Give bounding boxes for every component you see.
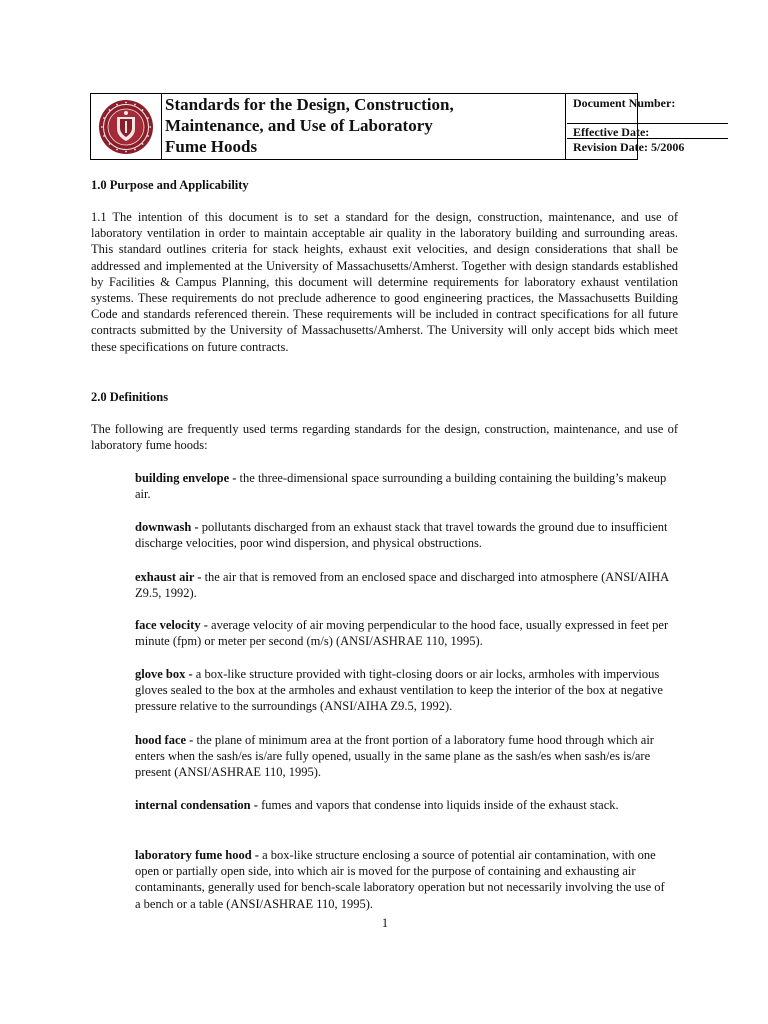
definitions-heading: 2.0 Definitions — [91, 390, 169, 404]
definition-term: internal condensation - — [135, 798, 258, 812]
definition-term: exhaust air - — [135, 570, 202, 584]
definition-text: a box-like structure enclosing a source of potential air contamination, with one open or partially open side, into which air is moved for the purpose of containing and exhausting air contaminants, generally used for bench-scale laboratory operation but not necessarily involving the use of a bench or a table (ANSI/ASHRAE 110, 1995). — [135, 848, 665, 911]
definition-item — [135, 797, 670, 813]
definition-item — [135, 470, 670, 502]
definition-term: laboratory fume hood - — [135, 848, 259, 862]
definition-text: a box-like structure provided with tight-closing doors or air locks, armholes with impervious gloves sealed to the box at the armholes and exhaust ventilation to keep the interior of the box at negative pressure relative to the surroundings (ANSI/AIHA Z9.5, 1992). — [135, 667, 663, 714]
document-title-line-1: Standards for the Design, Construction, — [165, 95, 454, 114]
document-title-line-3: Fume Hoods — [165, 137, 258, 156]
definitions-intro: The following are frequently used terms regarding standards for the design, construction, maintenance, and use of laboratory fume hoods: — [91, 422, 678, 453]
meta-divider — [567, 138, 728, 139]
definition-text: pollutants discharged from an exhaust stack that travel towards the ground due to insufficient discharge velocities, poor wind dispersion, and physical obstructions. — [135, 520, 668, 551]
revision-date-label: Revision Date: 5/2006 — [573, 140, 685, 154]
definition-item — [135, 617, 670, 649]
document-meta-cell — [567, 94, 685, 159]
document-header-table — [90, 93, 685, 160]
definition-term: building envelope - — [135, 471, 237, 485]
definition-item — [135, 732, 670, 781]
document-title-line-2: Maintenance, and Use of Laboratory — [165, 116, 433, 135]
definition-item — [135, 569, 670, 601]
definition-term: hood face - — [135, 733, 194, 747]
definition-text: fumes and vapors that condense into liquids inside of the exhaust stack. — [257, 798, 619, 812]
effective-date-label: Effective Date: — [573, 125, 650, 139]
document-title-cell — [162, 94, 566, 159]
definition-text: the three-dimensional space surrounding a building containing the building’s makeup air. — [135, 471, 667, 502]
seal-cell — [91, 94, 162, 159]
university-seal-icon — [97, 98, 155, 156]
definition-item — [135, 519, 670, 551]
document-number-label: Document Number: — [573, 96, 676, 110]
definition-text: the plane of minimum area at the front portion of a laboratory fume hood through which air enters when the sash/es is/are fully opened, usually in the same plane as the sash/es when sash/es is/are present (ANSI/ASHRAE 110, 1995). — [135, 733, 654, 780]
definition-item — [135, 666, 670, 715]
definition-term: face velocity - — [135, 618, 208, 632]
definition-text: average velocity of air moving perpendicular to the hood face, usually expressed in feet per minute (fpm) or meter per second (m/s) (ANSI/ASHRAE 110, 1995). — [135, 618, 669, 649]
page-number: 1 — [381, 916, 389, 930]
meta-divider — [567, 123, 728, 124]
definition-term: downwash - — [135, 520, 199, 534]
definition-term: glove box - — [135, 667, 193, 681]
definition-item — [135, 847, 670, 912]
purpose-heading: 1.0 Purpose and Applicability — [91, 178, 249, 192]
definition-text: the air that is removed from an enclosed space and discharged into atmosphere (ANSI/AIHA Z9.5, 1992). — [135, 570, 669, 601]
purpose-paragraph: 1.1 The intention of this document is to set a standard for the design, construction, maintenance, and use of laboratory ventilation in order to maintain acceptable air quality in the laboratory building and surrounding areas. This standard outlines criteria for stack heights, exhaust exit velocities, and design considerations that shall be addressed and implemented at the University of Massachusetts/Amherst. Together with design standards established by Facilities & Campus Planning, this document will determine requirements for laboratory exhaust ventilation systems. These requirements do not preclude adherence to good engineering practices, the Massachusetts Building Code and standards referenced therein. These requirements will be included in contract specifications for all future contracts submitted by the University of Massachusetts/Amherst. The University will only accept bids which meet these specifications on future contracts. — [91, 210, 678, 354]
